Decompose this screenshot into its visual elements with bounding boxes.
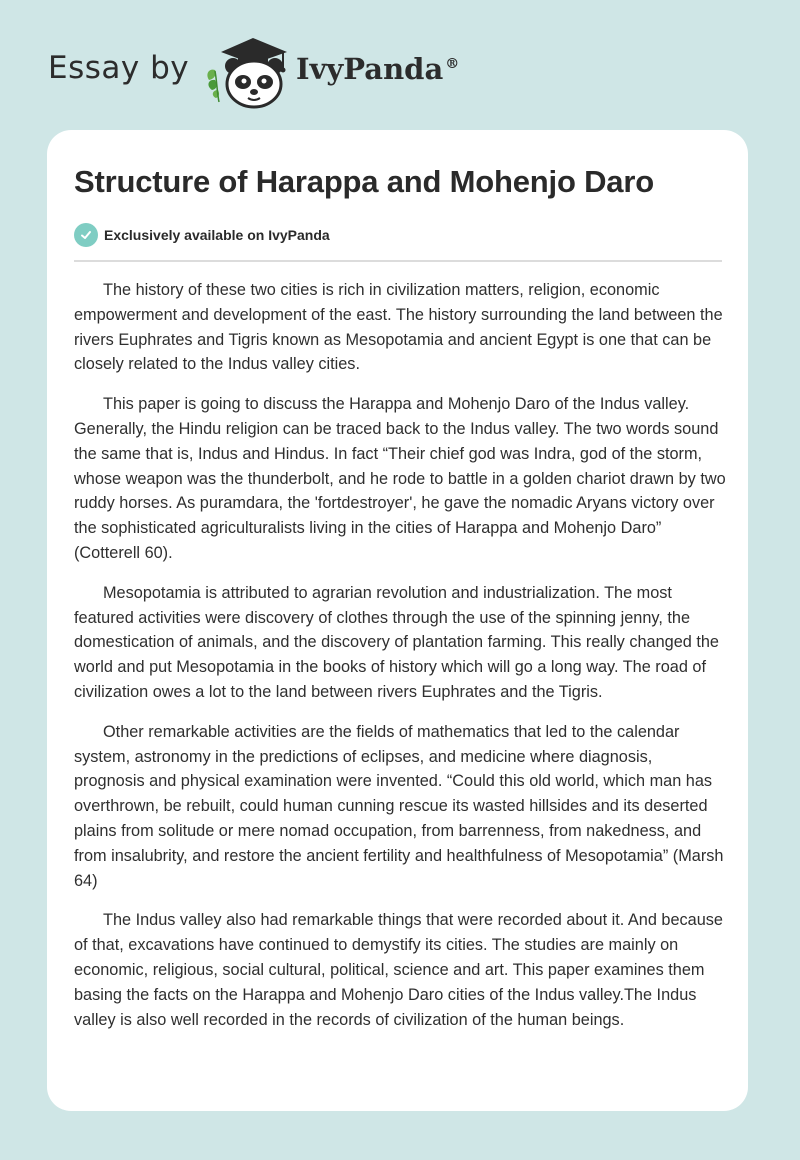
essay-card	[47, 130, 748, 1111]
paragraph: The Indus valley also had remarkable things that were recorded about it. And because of that, excavations have continued to demystify its cities. The studies are mainly on economic, religious, social cultural, political, science and art. This paper examines them basing the facts on the Harappa and Mohenjo Daro cities of the Indus valley.The Indus valley is also well recorded in the records of civilization of the human beings.	[74, 911, 723, 1029]
panda-graduate-logo	[203, 30, 295, 110]
page-title: Structure of Harappa and Mohenjo Daro	[74, 164, 654, 199]
site-header	[48, 30, 548, 110]
essay-by-label: Essay by	[48, 50, 190, 86]
paragraph: This paper is going to discuss the Harappa and Mohenjo Daro of the Indus valley. Generally, the Hindu religion can be traced back to the Indus valley. The two words sound the same that is, Indus and Hindus. In fact “Their chief god was Indra, god of the storm, whose weapon was the thunderbolt, and he rode to battle in a golden chariot drawn by two ruddy horses. As puramdara, the 'fortdestroyer', he gave the nomadic Aryans victory over the sophisticated agriculturalists living in the cities of Harappa and Mohenjo Daro” (Cotterell 60).	[74, 395, 726, 562]
ivy-leaf-icon	[207, 70, 219, 102]
paragraph: The history of these two cities is rich in civilization matters, religion, economic empowerment and development of the east. The history surrounding the land between the rivers Euphrates and Tigris known as Mesopotamia and ancient Egypt is one that can be closely related to the Indus valley cities.	[74, 281, 723, 374]
ivypanda-logo[interactable]	[203, 30, 295, 110]
brand-name[interactable]: IvyPanda ®	[296, 52, 460, 86]
essay-body	[74, 278, 726, 1047]
exclusive-badge	[74, 222, 330, 248]
paragraph: Other remarkable activities are the fields of mathematics that led to the calendar system, astronomy in the predictions of eclipses, and medicine where diagnosis, prognosis and physical examination were invented. “Could this old world, which man has overthrown, be rebuilt, could human cunning rescue its wasted hillsides and its deserted plains from solitude or mere nomad occupation, from barrenness, from nakedness, and from insalubrity, and restore the ancient fertility and healthfulness of Mesopotamia” (Marsh 64)	[74, 722, 724, 890]
check-icon	[74, 223, 98, 247]
divider	[74, 260, 722, 262]
paragraph: Mesopotamia is attributed to agrarian revolution and industrialization. The most featured activities were discovery of clothes through the use of the spinning jenny, the domestication of animals, and the discovery of plantation farming. This really changed the world and put Mesopotamia in the books of history which will go a long way. The road of civilization owes a lot to the land between rivers Euphrates and the Tigris.	[74, 583, 719, 701]
registered-mark: ®	[445, 56, 460, 73]
exclusive-label: Exclusively available on IvyPanda	[104, 227, 330, 243]
